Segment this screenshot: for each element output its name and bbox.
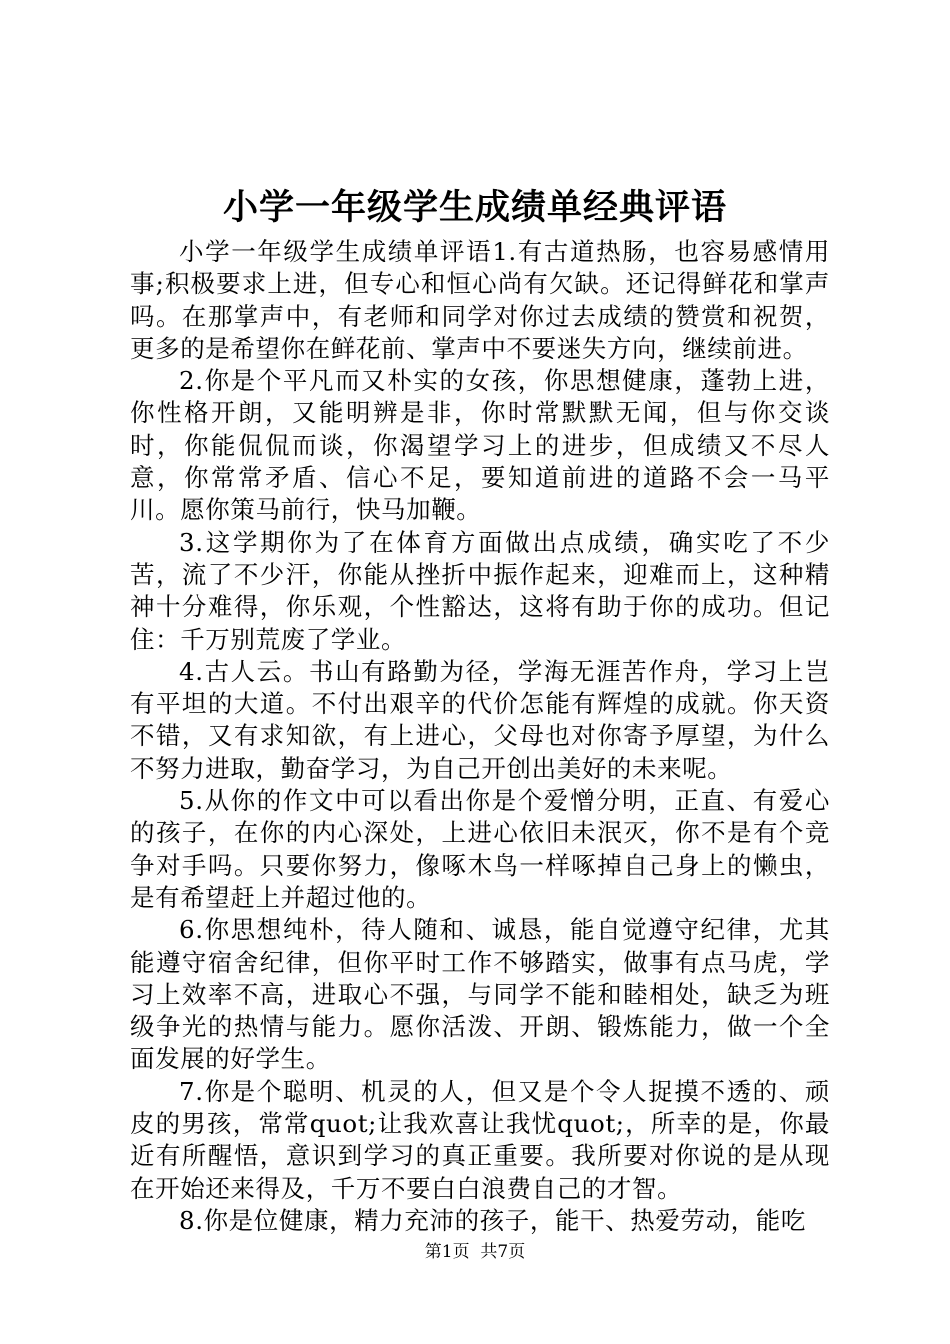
paragraph: 7.你是个聪明、机灵的人，但又是个令人捉摸不透的、顽皮的男孩，常常quot;让我欢喜让我忧quot;，所幸的是，你最近有所醒悟，意识到学习的真正重要。我所要对你说的是从现在开始还来得及，千万不要白白浪费自己的才智。 [130,1076,830,1203]
paragraph: 4.古人云。书山有路勤为径，学海无涯苦作舟，学习上岂有平坦的大道。不付出艰辛的代价怎能有辉煌的成就。你天资不错，又有求知欲，有上进心，父母也对你寄予厚望，为什么不努力进取，勤奋学习，为自己开创出美好的未来呢。 [130,656,830,783]
paragraph: 小学一年级学生成绩单评语1.有古道热肠，也容易感情用事;积极要求上进，但专心和恒心尚有欠缺。还记得鲜花和掌声吗。在那掌声中，有老师和同学对你过去成绩的赞赏和祝贺，更多的是希望你在鲜花前、掌声中不要迷失方向，继续前进。 [130,237,830,363]
paragraph: 2.你是个平凡而又朴实的女孩，你思想健康，蓬勃上进，你性格开朗，又能明辨是非，你时常默默无闻，但与你交谈时，你能侃侃而谈，你渴望学习上的进步，但成绩又不尽人意，你常常矛盾、信心不足，要知道前进的道路不会一马平川。愿你策马前行，快马加鞭。 [130,366,830,525]
document-title: 小学一年级学生成绩单经典评语 [222,187,727,228]
paragraph: 6.你思想纯朴，待人随和、诚恳，能自觉遵守纪律，尤其能遵守宿舍纪律，但你平时工作不够踏实，做事有点马虎，学习上效率不高，进取心不强，与同学不能和睦相处，缺乏为班级争光的热情与能力。愿你活泼、开朗、锻炼能力，做一个全面发展的好学生。 [130,915,830,1074]
paragraph: 3.这学期你为了在体育方面做出点成绩，确实吃了不少苦，流了不少汗，你能从挫折中振作起来，迎难而上，这种精神十分难得，你乐观，个性豁达，这将有助于你的成功。但记住：千万别荒废了学业。 [130,527,830,654]
page-footer: 第1页 共7页 [424,1242,526,1262]
paragraph: 8.你是位健康，精力充沛的孩子，能干、热爱劳动，能吃 [179,1205,806,1235]
paragraph: 5.从你的作文中可以看出你是个爱憎分明，正直、有爱心的孩子，在你的内心深处，上进心依旧未泯灭，你不是有个竞争对手吗。只要你努力，像啄木鸟一样啄掉自己身上的懒虫，是有希望赶上并超过他的。 [130,786,830,912]
document-body [130,236,830,1237]
